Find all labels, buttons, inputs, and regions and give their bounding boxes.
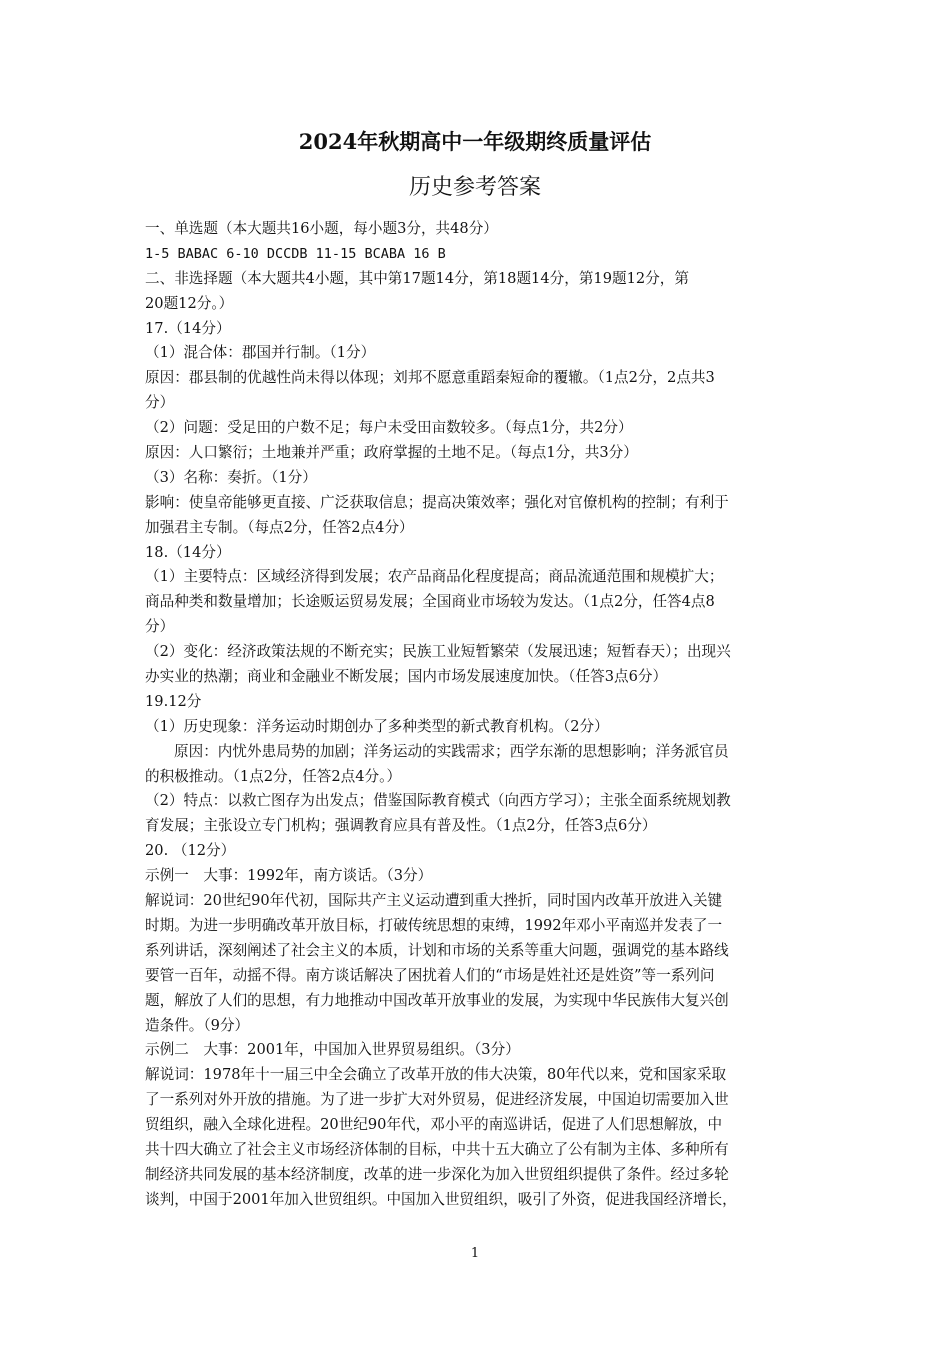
text-line: 共十四大确立了社会主义市场经济体制的目标，中共十五大确立了公有制为主体、多种所有 [145, 1140, 729, 1158]
text-line: 题，解放了人们的思想，有力地推动中国改革开放事业的发展，为实现中华民族伟大复兴创 [145, 991, 729, 1009]
text-line: 分） [145, 394, 175, 412]
question-heading-20: 20. （12分） [145, 842, 236, 860]
text-line: 加强君主专制。（每点2分，任答2点4分） [145, 518, 414, 536]
text-line: 办实业的热潮；商业和金融业不断发展；国内市场发展速度加快。（任答3点6分） [145, 668, 668, 686]
text-line: 要管一百年，动摇不得。南方谈话解决了困扰着人们的“市场是姓社还是姓资”等一系列问 [145, 966, 715, 984]
text-line: 的积极推动。（1点2分，任答2点4分。） [145, 767, 402, 785]
document-subtitle: 历史参考答案 [408, 175, 541, 200]
text-line: （2）特点：以救亡图存为出发点；借鉴国际教育模式（向西方学习）；主张全面系统规划教 [145, 792, 731, 810]
text-line: 育发展；主张设立专门机构；强调教育应具有普及性。（1点2分，任答3点6分） [145, 817, 657, 835]
text-line: 原因：人口繁衍；土地兼并严重；政府掌握的土地不足。（每点1分，共3分） [145, 444, 638, 462]
question-heading-19: 19.12分 [145, 692, 202, 710]
answer-key-line: 1-5 BABAC 6-10 DCCDB 11-15 BCABA 16 B [145, 245, 446, 262]
answer-body [145, 217, 815, 1213]
text-line: 时期。为进一步明确改革开放目标，打破传统思想的束缚，1992年邓小平南巡并发表了一 [145, 916, 723, 934]
section-heading-single-choice: 一、单选题（本大题共16小题，每小题3分，共48分） [145, 220, 498, 237]
question-heading-17: 17.（14分） [145, 319, 231, 337]
text-line: 原因：内忧外患局势的加剧；洋务运动的实践需求；西学东渐的思想影响；洋务派官员 [174, 742, 729, 760]
question-heading-18: 18.（14分） [145, 543, 231, 561]
text-line: （3）名称：奏折。（1分） [145, 468, 317, 486]
text-line: 商品种类和数量增加；长途贩运贸易发展；全国商业市场较为发达。（1点2分，任答4点8 [145, 593, 715, 611]
text-line: （1）主要特点：区域经济得到发展；农产品商品化程度提高；商品流通范围和规模扩大； [145, 568, 724, 586]
text-line: 解说词：20世纪90年代初，国际共产主义运动遭到重大挫折，同时国内改革开放进入关键 [145, 892, 723, 910]
text-line: 示例一 大事：1992年，南方谈话。（3分） [145, 867, 433, 885]
text-line: 贸组织，融入全球化进程。20世纪90年代，邓小平的南巡讲话，促进了人们思想解放，中 [145, 1116, 723, 1134]
text-line: 影响：使皇帝能够更直接、广泛获取信息；提高决策效率；强化对官僚机构的控制；有利于 [145, 493, 729, 511]
text-line: （2）变化：经济政策法规的不断充实；民族工业短暂繁荣（发展迅速；短暂春天）；出现兴 [145, 643, 731, 661]
text-line: 系列讲话，深刻阐述了社会主义的本质，计划和市场的关系等重大问题，强调党的基本路线 [145, 941, 729, 959]
text-line: 分） [145, 618, 175, 636]
text-line: （2）问题：受足田的户数不足；每户未受田亩数较多。（每点1分，共2分） [145, 419, 633, 437]
document-title: 2024年秋期高中一年级期终质量评估 [298, 129, 652, 154]
text-line: 20题12分。） [145, 294, 234, 312]
section-heading-non-choice: 二、非选择题（本大题共4小题，其中第17题14分，第18题14分，第19题12分，第 [145, 269, 689, 287]
text-line: 解说词：1978年十一届三中全会确立了改革开放的伟大决策，80年代以来，党和国家采取 [145, 1066, 727, 1084]
text-line: 了一系列对外开放的措施。为了进一步扩大对外贸易，促进经济发展，中国迫切需要加入世 [145, 1091, 729, 1109]
text-line: （1）混合体：郡国并行制。（1分） [145, 344, 376, 362]
text-line: 造条件。（9分） [145, 1016, 250, 1034]
text-line: 示例二 大事：2001年，中国加入世界贸易组织。（3分） [145, 1041, 520, 1059]
page-number: 1 [470, 1246, 480, 1261]
text-line: 原因：郡县制的优越性尚未得以体现；刘邦不愿意重蹈秦短命的覆辙。（1点2分，2点共3 [145, 369, 715, 387]
text-line: （1）历史现象：洋务运动时期创办了多种类型的新式教育机构。（2分） [145, 717, 609, 735]
text-line: 制经济共同发展的基本经济制度，改革的进一步深化为加入世贸组织提供了条件。经过多轮 [145, 1165, 729, 1183]
text-line: 谈判，中国于2001年加入世贸组织。中国加入世贸组织，吸引了外资，促进我国经济增长， [145, 1190, 737, 1208]
